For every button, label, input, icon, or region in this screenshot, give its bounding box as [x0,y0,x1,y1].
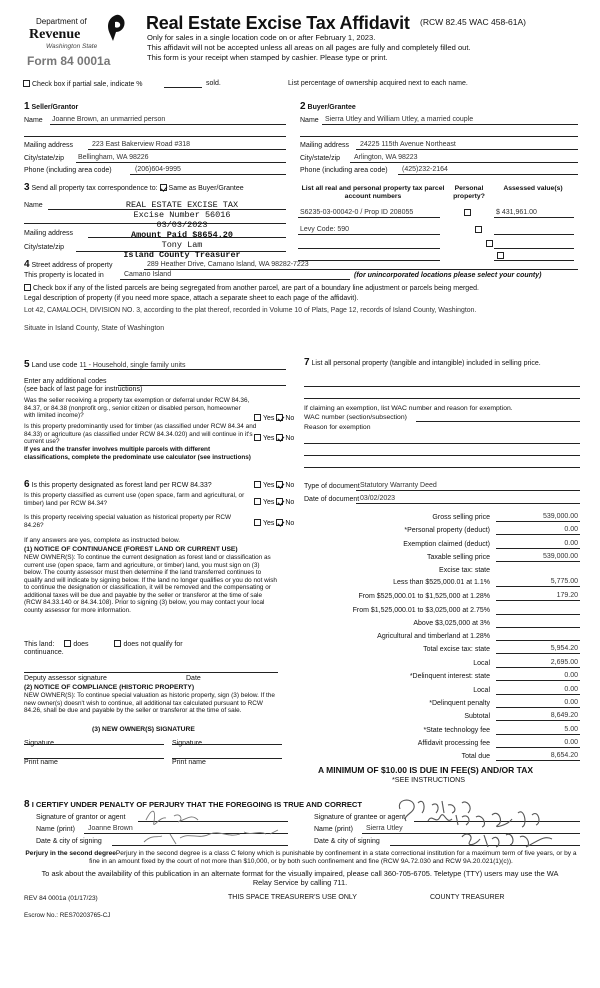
buyer-name-line2 [300,128,578,137]
sec4-heading: 4 Street address of property [24,259,113,270]
buyer-phone-line [398,166,578,175]
calc-label: Affidavit processing fee [417,740,490,747]
reason-label: Reason for exemption [304,424,371,431]
partial-sold-label: sold. [206,80,221,87]
county-treasurer-label: COUNTY TREASURER [430,894,505,901]
calc-label: Less than $525,000.01 at 1.1% [393,579,490,586]
assessed-line-1 [494,209,574,218]
calc-value[interactable]: 0.00 [564,672,578,679]
seller-city-label: City/state/zip [24,155,65,162]
calc-value[interactable]: 0.00 [564,540,578,547]
calc-label: *Personal property (deduct) [404,527,490,534]
owner-signature-label: Signature [24,740,54,747]
calc-label: Taxable selling price [426,554,490,561]
calc-value[interactable]: 2,695.00 [550,659,578,666]
doc-type-line [356,482,580,491]
located-value[interactable]: Camano Island [124,271,172,278]
header-note-3: This form is your receipt when stamped by cashier. Please type or print. [147,53,388,62]
personal-property-checkbox-2[interactable] [475,226,482,233]
wac-label: WAC number (section/subsection) [304,414,407,421]
header-note-2: This affidavit will not be accepted unless all areas on all pages are fully and completely filled out. [147,43,471,52]
seller-addr-line [88,141,286,150]
minimum-due-note: A MINIMUM OF $10.00 IS DUE IN FEE(S) AND/OR TAX [318,765,534,775]
dor-logo [24,12,132,70]
grantee-name[interactable]: Sierra Utley [366,825,403,832]
seller-addr[interactable]: 223 East Bakerview Road #318 [92,141,191,148]
form-title: Real Estate Excise Tax Affidavit [146,13,410,33]
personal-property-label: 7 List all personal property (tangible and intangible) included in selling price. [304,357,541,368]
calc-label: Exemption claimed (deduct) [403,541,490,548]
calc-label: Total excise tax: state [423,646,490,653]
buyer-addr[interactable]: 24225 115th Avenue Northeast [360,141,456,148]
calc-label: Excise tax: state [439,567,490,574]
sec5-q1-answer: Yes No [254,414,294,423]
grantor-date-label: Date & city of signing [36,838,102,845]
personal-property-checkbox-1[interactable] [464,209,471,216]
assessed-line-3 [494,240,574,249]
buyer-name-label: Name [300,117,319,124]
segregate-checkbox[interactable] [24,284,31,291]
personal-property-header: Personal property? [453,185,485,201]
parcel-line-2 [298,226,440,235]
owner-print-label: Print name [24,759,58,766]
levy-code[interactable]: Levy Code: 590 [300,226,350,233]
seller-heading: 1 Seller/Grantor [24,101,79,112]
grantee-handwritten-signature [392,795,588,855]
calc-label: *Delinquent penalty [429,700,490,707]
sec5-question-2b: If yes and the transfer involves multiple parcels with different classifications, complete the predominate use calculator (see instructions) [24,446,251,461]
sec3-heading: 3 Send all property tax correspondence to: Same as Buyer/Grantee [24,182,244,193]
seller-name[interactable]: Joanne Brown, an unmarried person [52,116,166,123]
sec5-question-2: Is this property predominantly used for timber (as classified under RCW 84.34 and 84.33) or agriculture (as classified under RCW 84.34.020) and will continue in it's current use? [24,423,257,446]
certify-heading: 8 I CERTIFY UNDER PENALTY OF PERJURY THAT THE FOREGOING IS TRUE AND CORRECT [24,799,363,810]
additional-codes-label: Enter any additional codes [24,378,107,385]
stamp-line: Tony Lam [161,240,203,251]
partial-sale-row [23,80,143,89]
buyer-addr-line [356,141,578,150]
parcel-line-4 [298,252,440,261]
additional-codes-field[interactable] [118,377,286,386]
parcel-line-1 [298,209,440,218]
dept-line1: Department of [36,17,87,26]
escrow-number: Escrow No.: RES70203765-CJ [24,912,111,919]
sec6-q1-answer: Yes No [254,481,294,490]
calc-value[interactable]: 0.00 [564,686,578,693]
buyer-phone[interactable]: (425)232-2164 [402,166,448,173]
see-instructions: *SEE INSTRUCTIONS [392,775,466,784]
calc-value[interactable]: 0.00 [564,739,578,746]
calc-value[interactable]: 539,000.00 [542,513,578,520]
stamp-line: Amount Paid $8654.20 [130,230,234,241]
calc-value[interactable]: 8,654.20 [550,752,578,759]
sec6-q1-no-checkbox[interactable] [276,481,283,488]
parcel-number-1[interactable]: S6235-03-00042-0 / Prop ID 208055 [300,209,414,216]
partial-sale-checkbox[interactable] [23,80,30,87]
calc-value[interactable]: 179.20 [556,592,578,599]
segregate-row [24,284,479,293]
stamp-line: REAL ESTATE EXCISE TAX [125,200,239,210]
calc-value[interactable]: 8,649.20 [550,712,578,719]
revenue-logo-icon [104,14,128,42]
perjury-notice: Perjury in the second degreePerjury in the second degree is a class C felony which is punishable by confinement in a state correctional institution for a maximum term of five years, or by a fine in an amount fixed by the court of not more than $10,000, or by both such confinement and fine (RCW 9A.72.030 and RCW 9A.20.021(1)(c)). [25,850,577,865]
sec3-addr-label: Mailing address [24,230,74,237]
dept-line2: Revenue [29,27,81,42]
doc-date-line [356,495,580,504]
calc-value[interactable]: 0.00 [564,526,578,533]
sec3-city-label: City/state/zip [24,244,65,251]
assessed-value-1[interactable]: $ 431,961.00 [496,209,537,216]
does-qualify-checkbox[interactable] [64,640,71,647]
continuance-label: continuance. [24,649,64,656]
calc-label: Local [473,687,490,694]
grantor-name-label: Name (print) [36,826,75,833]
notice-1-text: NEW OWNER(S): To continue the current designation as forest land or classification as current use (open space, farm and agriculture, or timber) land, you must sign on (3) below. The county assessor must then determine if the land transferred continues to qualify and will indicate by signing below. If the land no longer qualifies or you do not wish to continue the designation or classification, it will be removed and the compensating or additional taxes will be due and payable by the seller or transferor at the time of sale (RCW 84.33.140 or 84.34.108). Prior to signing (3) below, you may contact your local county assessor for more information. [24,554,277,614]
buyer-name-line [322,116,578,125]
notice-2-text: NEW OWNER(S): To continue special valuation as historic property, sign (3) below. If the new owner(s) doesn't wish to continue, all additional tax calculated pursuant to RCW 84.26, shall be due and payable by the seller or transferor at the time of sale. [24,692,275,715]
deputy-signature-label: Deputy assessor signature [24,675,107,682]
sec6-q1-yes-checkbox[interactable] [254,481,261,488]
stamp-line: Island County Treasurer [123,250,241,261]
grantee-signature-label: Signature of grantee or agent [314,814,406,821]
segregate-label: Check box if any of the listed parcels are being segregated from another parcel, are part of a boundary line adjustment or parcels being merged. [33,285,479,292]
does-not-qualify-checkbox[interactable] [114,640,121,647]
calc-label: Gross selling price [432,514,490,521]
buyer-heading: 2 Buyer/Grantee [300,101,356,112]
sec6-q1: 6 Is this property designated as forest land per RCW 84.33? [24,479,212,490]
land-use-line [84,361,286,370]
sec6-q3-answer: Yes No [254,519,294,528]
calc-value[interactable]: 5,775.00 [550,578,578,585]
buyer-phone-label: Phone (including area code) [300,167,388,174]
wac-field[interactable] [416,413,580,422]
personal-property-line-2[interactable] [304,390,580,399]
calc-label: *State technology fee [423,727,490,734]
calc-value[interactable]: 5,954.20 [550,645,578,652]
legal-label: Legal description of property (if you need more space, attach a separate sheet to each page of the affidavit). [24,295,359,302]
seller-name-label: Name [24,117,43,124]
assessed-value-header: Assessed value(s) [503,185,563,192]
notice-2-heading: (2) NOTICE OF COMPLIANCE (HISTORIC PROPERTY) [24,684,195,691]
calc-value-line [496,606,580,615]
legal-description[interactable]: Lot 42, CAMALOCH, DIVISION NO. 3, according to the plat thereof, recorded in Volume 10 of Plats, Page 12, records of Island County, Washington. [24,307,477,314]
seller-addr-label: Mailing address [24,142,74,149]
located-line [120,271,350,280]
parcel-line-3 [298,240,440,249]
seller-phone-label: Phone (including area code) [24,167,112,174]
located-note: (for unincorporated locations please select your county) [354,272,542,279]
reason-line-1[interactable] [304,435,580,444]
seller-name-line2 [24,128,286,137]
ownership-note: List percentage of ownership acquired next to each name. [288,80,468,87]
reason-line-3[interactable] [304,459,580,468]
property-address-line [144,261,578,270]
notice-3-heading: (3) NEW OWNER(S) SIGNATURE [92,726,195,733]
deputy-signature-line[interactable] [24,672,278,673]
assessed-line-4 [494,252,574,261]
grantee-name-label: Name (print) [314,826,353,833]
buyer-city-label: City/state/zip [300,155,341,162]
sec6-q2-yes-checkbox[interactable] [254,498,261,505]
stamp-line: Excise Number 56016 [133,210,231,221]
this-land-row: This land: does does not qualify for [24,641,183,648]
sec6-if-yes: If any answers are yes, complete as instructed below. [24,537,181,544]
calc-label: Agricultural and timberland at 1.28% [377,633,490,640]
located-label: This property is located in [24,272,104,279]
buyer-city-line [350,154,578,163]
form-citation: (RCW 82.45 WAC 458-61A) [420,17,526,27]
calc-label: Total due [461,753,490,760]
owner-print-label-2: Print name [172,759,206,766]
sec5-q2-yes-checkbox[interactable] [254,434,261,441]
reason-line-2[interactable] [304,447,580,456]
buyer-city[interactable]: Arlington, WA 98223 [354,154,418,161]
doc-date-label: Date of document [304,496,360,503]
calc-label: From $525,000.01 to $1,525,000 at 1.28% [358,593,490,600]
calc-value[interactable]: 5.00 [564,726,578,733]
doc-type-label: Type of document [304,483,360,490]
treasurer-use-only: THIS SPACE TREASURER'S USE ONLY [228,894,357,901]
buyer-addr-label: Mailing address [300,142,350,149]
notice-1-heading: (1) NOTICE OF CONTINUANCE (FOREST LAND OR CURRENT USE) [24,546,238,553]
additional-codes-hint: (see back of last page for instructions) [24,386,143,393]
grantor-handwritten-signature [140,804,290,848]
calc-value[interactable]: 539,000.00 [542,553,578,560]
seller-phone[interactable]: (206)604-9995 [135,166,181,173]
treasurer-stamp [112,200,252,260]
sec6-q3-no-checkbox[interactable] [276,519,283,526]
doc-date[interactable]: 03/02/2023 [360,495,396,502]
sec6-q2-answer: Yes No [254,498,294,507]
header-note-1: Only for sales in a single location code on or after February 1, 2023. [147,33,376,42]
personal-property-checkbox-3[interactable] [486,240,493,247]
property-address[interactable]: 289 Heather Drive, Camano Island, WA 98282-7223 [147,261,309,268]
partial-percent-field[interactable] [164,80,202,88]
sec3-name-label: Name [24,202,43,209]
alt-format-notice: To ask about the availability of this publication in an alternate format for the visually impaired, please call 360-705-6705. Teletype (TTY) users may use the WA Relay Service by calling 711. [41,869,559,887]
calc-value-line [496,619,580,628]
situate-text[interactable]: Situate in Island County, State of Washington [24,325,165,332]
seller-phone-line [130,166,286,175]
sec6-q2-no-checkbox[interactable] [276,498,283,505]
land-use-row: 5 Land use code 11 - Household, single family units [24,359,186,370]
form-number: Form 84 0001a [27,54,111,68]
calc-label: From $1,525,000.01 to $3,025,000 at 2.75% [352,607,490,614]
sec6-q3-yes-checkbox[interactable] [254,519,261,526]
sec5-q1-yes-checkbox[interactable] [254,414,261,421]
partial-label: Check box if partial sale, indicate % [32,81,143,88]
land-use-code[interactable]: 11 - Household, single family units [79,362,186,369]
parcel-table-header: List all real and personal property tax parcel account numbers [301,185,445,201]
personal-property-line-1[interactable] [304,378,580,387]
sec5-q2-no-checkbox[interactable] [276,434,283,441]
sec6-q2: Is this property classified as current use (open space, farm and agricultural, or timber) land per RCW 84.34? [24,492,245,507]
sec5-q2-answer: Yes No [254,434,294,443]
sec6-q3: Is this property receiving special valuation as historical property per RCW 84.26? [24,514,232,529]
doc-type[interactable]: Statutory Warranty Deed [360,482,437,489]
dept-line3: Washington State [46,43,98,50]
sec5-q1-no-checkbox[interactable] [276,414,283,421]
calc-label: *Delinquent interest: state [409,673,490,680]
same-as-buyer-checkbox[interactable] [160,184,167,191]
sec5-question-1: Was the seller receiving a property tax exemption or deferral under RCW 84.36, 84.37, or 84.38 (nonprofit org., senior citizen or disabled person, homeowner with limited income)? [24,397,250,420]
grantor-signature-label: Signature of grantor or agent [36,814,126,821]
seller-city-line [76,154,286,163]
exemption-label: If claiming an exemption, list WAC number and reason for exemption. [304,405,513,412]
seller-name-line [50,116,286,125]
grantee-date-label: Date & city of signing [314,838,380,845]
buyer-name[interactable]: Sierra Utley and William Utley, a married couple [325,116,474,123]
calc-value[interactable]: 0.00 [564,699,578,706]
deputy-date-label: Date [186,675,201,682]
assessed-line-2 [494,226,574,235]
grantor-name[interactable]: Joanne Brown [88,825,133,832]
calc-label: Subtotal [464,713,490,720]
calc-value-line [496,632,580,641]
owner-signature-label-2: Signature [172,740,202,747]
calc-label: Local [473,660,490,667]
stamp-line: 03/03/2023 [156,220,208,231]
form-revision: REV 84 0001a (01/17/23) [24,895,98,902]
seller-city[interactable]: Bellingham, WA 98226 [78,154,149,161]
calc-label: Above $3,025,000 at 3% [413,620,490,627]
